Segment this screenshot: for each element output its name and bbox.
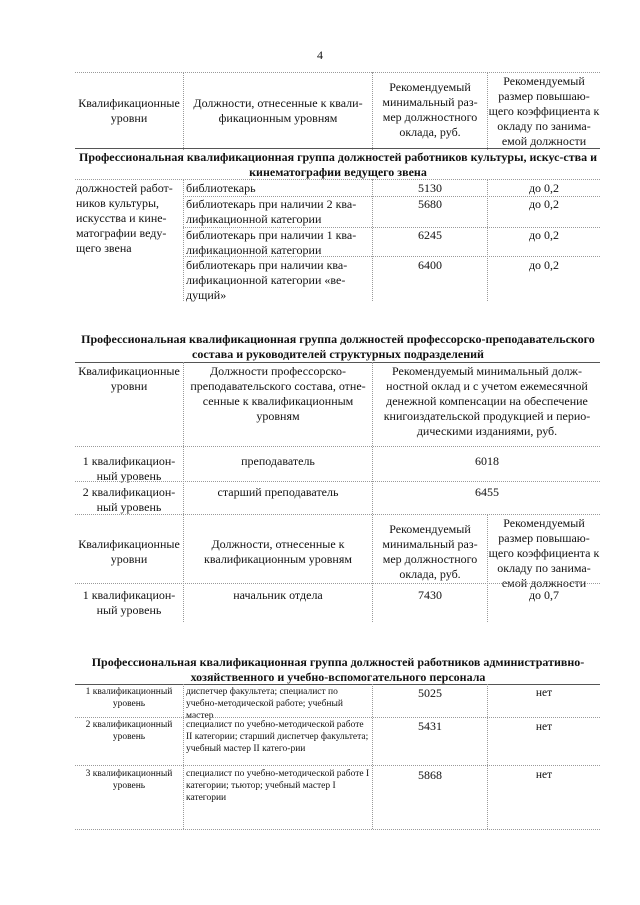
table-row-salary: 5868 [418, 768, 442, 782]
table-row-salary: 6018 [475, 454, 499, 468]
table-row-coef: нет [535, 769, 553, 781]
header-qual-level: Квалификационные уровни [78, 96, 180, 125]
table-row-salary: 6400 [418, 258, 442, 272]
header-qual-level: Квалификационные уровни [78, 537, 180, 566]
table-row-salary: 5025 [418, 686, 442, 700]
table-row-coef: нет [535, 687, 553, 699]
table-row-level: 1 квалификационный уровень [85, 687, 173, 709]
table-row-position: диспетчер факультета; специалист по учебно-методической работе; учебный мастер [186, 687, 343, 721]
table-row-position: библиотекарь [186, 181, 256, 195]
table-row-coef: нет [535, 721, 553, 733]
table-row-level: 2 квалификацион-ный уровень [82, 485, 176, 514]
table-row-coef: до 0,2 [528, 258, 560, 272]
table-row-level: 1 квалификацион-ный уровень [82, 454, 176, 483]
page-number: 4 [317, 48, 323, 62]
group-title-teaching: Профессиональная квалификационная группа должностей профессорско-преподавательского состава и руководителей структурных подразделений [81, 332, 595, 361]
table-row-salary: 5431 [418, 719, 442, 733]
header-positions: Должности, отнесенные к квали-фикационным уровням [193, 96, 363, 125]
table-row-position: специалист по учебно-методической работе II категории; старший диспетчер факультета; учебный мастер II катего-рии [186, 720, 369, 754]
table-row-position: начальник отдела [233, 588, 323, 602]
header-positions: Должности профессорско-преподавательского состава, отне-сенные к квалификационным уровням [190, 364, 366, 423]
table-row-position: библиотекарь при наличии 1 ква-лификационной категории [186, 228, 357, 257]
table-row-position: библиотекарь при наличии 2 ква-лификационной категории [186, 197, 357, 226]
table-row-level: 1 квалификацион-ный уровень [82, 588, 176, 617]
header-salary: Рекомендуемый минимальный долж-ностной оклад и с учетом ежемесячной денежной компенсации на обеспечение книгоиздательской продукцией и перио-дическими изданиями, руб. [383, 364, 591, 438]
header-qual-level: Квалификационные уровни [78, 364, 180, 393]
table-row-salary: 7430 [418, 588, 442, 602]
header-min-salary: Рекомендуемый минимальный раз-мер должностного оклада, руб. [382, 522, 478, 581]
table-row-salary: 6245 [418, 228, 442, 242]
header-positions: Должности, отнесенные к квалификационным уровням [204, 537, 352, 566]
table-row-position: специалист по учебно-методической работе I категории; тьютор; учебный мастер I категории [186, 769, 370, 803]
group-title-culture: Профессиональная квалификационная группа должностей работников культуры, искус-ства и кинематографии ведущего звена [78, 150, 598, 179]
table-row-coef: до 0,2 [528, 181, 560, 195]
header-min-salary: Рекомендуемый минимальный раз-мер должностного оклада, руб. [382, 80, 478, 139]
table-row-position: преподаватель [241, 454, 315, 468]
table-row-level: 2 квалификационный уровень [85, 720, 173, 742]
group-title-admin: Профессиональная квалификационная группа должностей работников административно-хозяйственного и учебно-вспомогательного персонала [91, 655, 585, 684]
table-row-coef: до 0,7 [528, 588, 560, 602]
table-row-coef: до 0,2 [528, 197, 560, 211]
level-label-culture: должностей работ-ников культуры, искусства и кине-матографии веду-щего звена [76, 181, 173, 255]
header-increase-coef: Рекомендуемый размер повышаю-щего коэффициента к окладу по занима-емой должности [488, 516, 600, 590]
table-row-coef: до 0,2 [528, 228, 560, 242]
table-row-level: 3 квалификационный уровень [85, 769, 173, 791]
header-increase-coef: Рекомендуемый размер повышаю-щего коэффициента к окладу по занима-емой должности [488, 74, 600, 148]
table-row-position: библиотекарь при наличии ква-лификационной категории «ве-дущий» [186, 258, 348, 302]
table-row-salary: 6455 [475, 485, 499, 499]
table-row-salary: 5680 [418, 197, 442, 211]
table-row-position: старший преподаватель [217, 485, 339, 499]
table-row-salary: 5130 [418, 181, 442, 195]
